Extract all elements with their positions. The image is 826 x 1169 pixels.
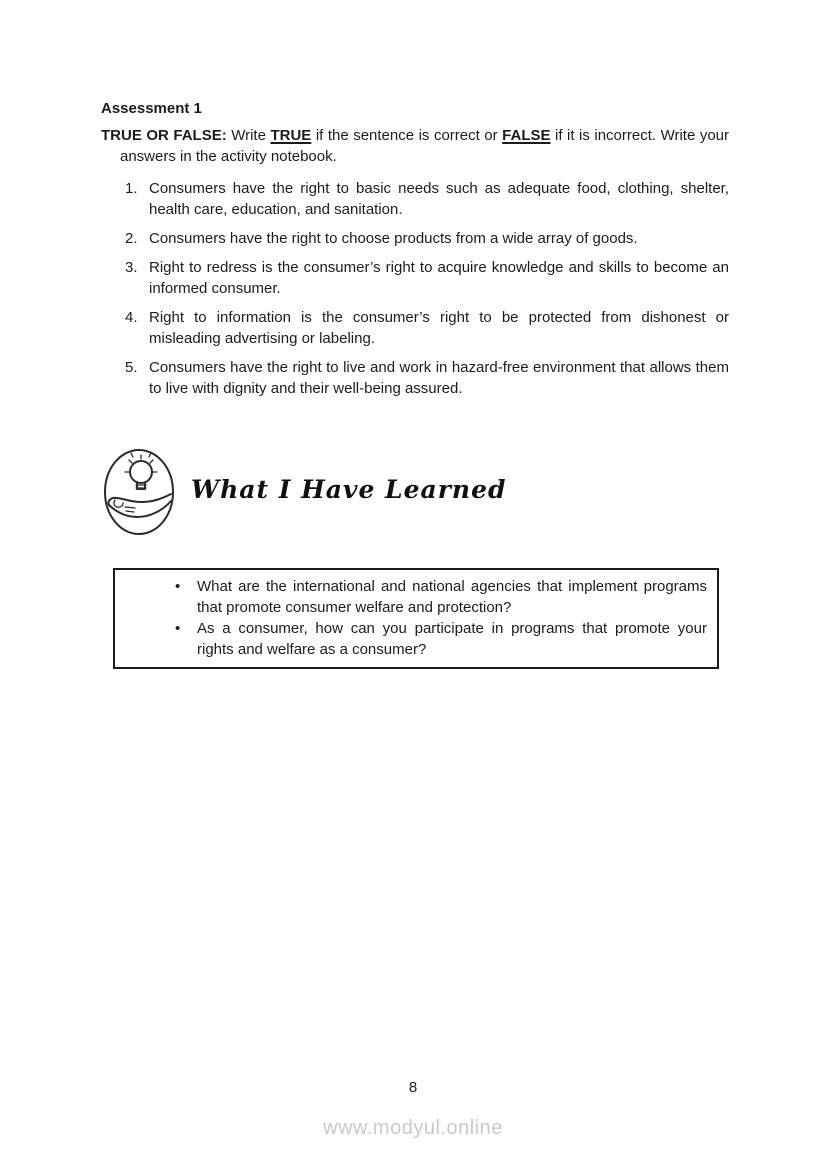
list-item-text: Consumers have the right to choose products from a wide array of goods. bbox=[149, 230, 638, 247]
page-number: 8 bbox=[408, 1079, 418, 1096]
watermark: www.modyul.online bbox=[323, 1117, 503, 1139]
list-item bbox=[125, 257, 729, 299]
list-item-text: Right to redress is the consumer’s right to acquire knowledge and skills to become an informed consumer. bbox=[149, 259, 729, 297]
assessment-instruction bbox=[101, 125, 729, 167]
list-item bbox=[125, 178, 729, 220]
true-false-list bbox=[125, 178, 729, 399]
list-item-number: 2. bbox=[125, 230, 138, 247]
list-item bbox=[125, 357, 729, 399]
question-box bbox=[113, 568, 719, 669]
what-i-have-learned-header bbox=[101, 447, 729, 537]
bullet-icon: • bbox=[175, 578, 181, 595]
lightbulb-in-hand-icon bbox=[101, 447, 177, 537]
false-keyword: FALSE bbox=[502, 127, 551, 144]
list-item bbox=[125, 307, 729, 349]
question-item bbox=[175, 576, 707, 618]
section-heading: What I Have Learned bbox=[191, 474, 507, 504]
list-item-text: Consumers have the right to live and work in hazard-free environment that allows them to live with dignity and their well-being assured. bbox=[149, 359, 729, 397]
instruction-label: TRUE OR FALSE: bbox=[101, 127, 227, 144]
list-item-number: 5. bbox=[125, 359, 138, 376]
assessment-title: Assessment 1 bbox=[101, 100, 202, 117]
question-text: What are the international and national agencies that implement programs that promote consumer welfare and protection? bbox=[197, 578, 707, 616]
true-keyword: TRUE bbox=[270, 127, 312, 144]
question-item bbox=[175, 618, 707, 660]
instruction-text-mid: if the sentence is correct or bbox=[311, 127, 503, 144]
list-item-number: 4. bbox=[125, 309, 138, 326]
list-item-text: Right to information is the consumer’s right to be protected from dishonest or misleading advertising or labeling. bbox=[149, 309, 729, 347]
question-text: As a consumer, how can you participate in programs that promote your rights and welfare as a consumer? bbox=[197, 620, 707, 658]
instruction-text-post: if it is incorrect. Write your answers in the activity notebook. bbox=[120, 127, 729, 165]
list-item-text: Consumers have the right to basic needs such as adequate food, clothing, shelter, health care, education, and sanitation. bbox=[149, 180, 729, 218]
page-content bbox=[101, 99, 729, 669]
bullet-icon: • bbox=[175, 620, 181, 637]
list-item-number: 3. bbox=[125, 259, 138, 276]
list-item bbox=[125, 228, 729, 249]
instruction-text-pre: Write bbox=[226, 127, 271, 144]
list-item-number: 1. bbox=[125, 180, 138, 197]
